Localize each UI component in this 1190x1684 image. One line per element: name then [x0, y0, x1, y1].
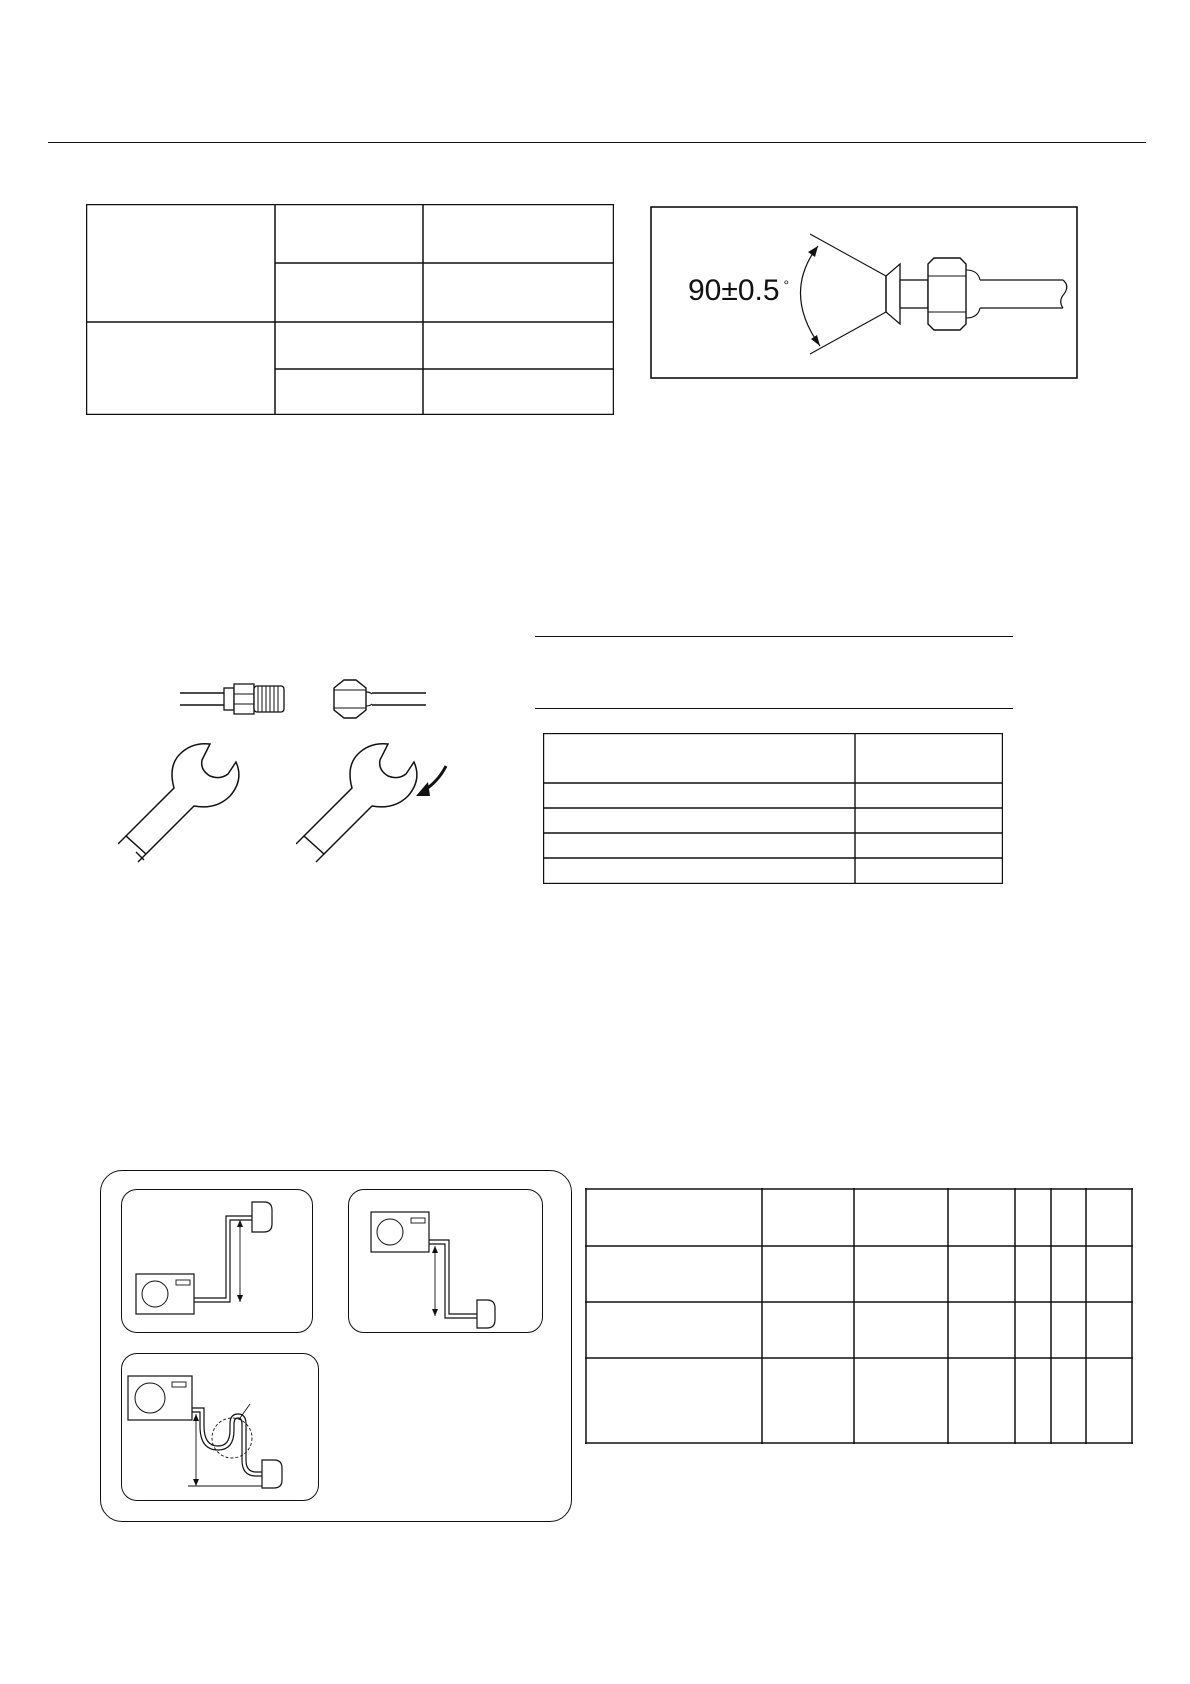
- outdoor-above-indoor-icon: [349, 1190, 541, 1331]
- install-case-3: [121, 1353, 319, 1501]
- male-threaded-fitting-icon: [180, 676, 290, 722]
- flare-dimension-table: [86, 204, 614, 415]
- flare-angle-diagram: [650, 206, 1078, 379]
- flare-angle-unit: °: [783, 277, 790, 293]
- torque-title-rule-top: [535, 636, 1013, 637]
- flare-nut-fitting: [330, 676, 430, 722]
- pipe-length-table: [585, 1188, 1133, 1444]
- flare-angle-label: [688, 274, 789, 308]
- flare-nut-fitting-icon: [330, 676, 430, 722]
- open-end-wrench-with-arrow-icon: [296, 734, 456, 879]
- wrench-tighten: [296, 734, 456, 879]
- install-case-2: [348, 1189, 543, 1333]
- wrench-hold: [118, 736, 248, 876]
- pipe-length-table-grid: [585, 1188, 1133, 1444]
- header-rule: [48, 142, 1146, 143]
- torque-title-rule-bottom: [535, 708, 1013, 709]
- open-end-wrench-icon: [118, 736, 248, 876]
- flare-angle-value: 90±0.5: [688, 274, 780, 307]
- oil-trap-loop-icon: [122, 1354, 317, 1499]
- flare-table-grid: [86, 204, 614, 415]
- torque-table: [543, 733, 1003, 884]
- indoor-above-outdoor-icon: [122, 1190, 311, 1331]
- male-threaded-fitting: [180, 676, 290, 722]
- torque-table-grid: [543, 733, 1003, 884]
- install-case-1: [121, 1189, 313, 1333]
